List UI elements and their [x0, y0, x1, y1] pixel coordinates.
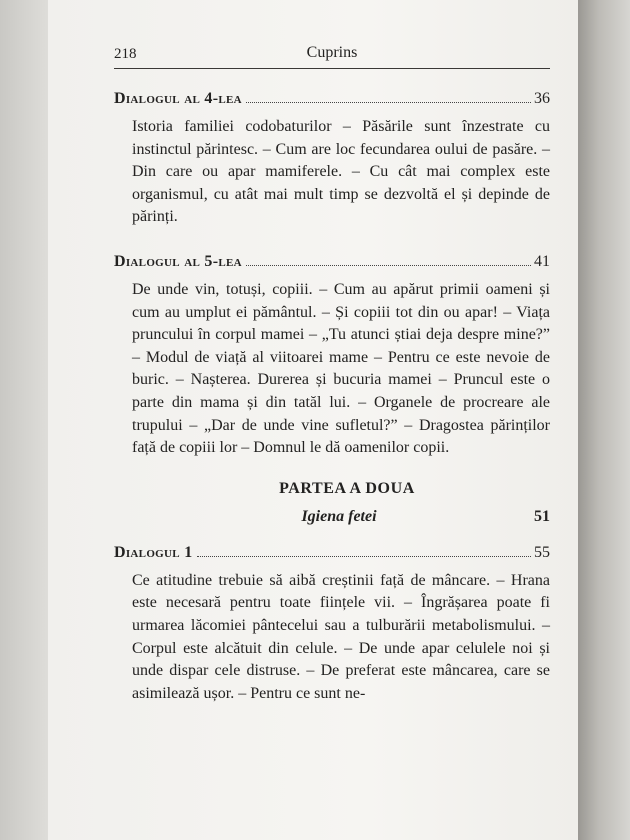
- page-number: 218: [114, 46, 137, 62]
- toc-entry-summary: Ce atitudine trebuie să aibă creștinii față de mâncare. – Hrana este necesară pentru toate ființele vii. – Îngrășarea poate fi urmarea lăcomiei pântecelui sau a tulburării metabolismului. – Corpul este alcătuit din celule. – De unde apar celulele noi și unde dispar cele distruse. – De preferat este mâncarea, care se asimilează ușor. – Pentru ce sunt ne-: [132, 571, 550, 702]
- book-gutter-left: [0, 0, 48, 840]
- part-heading: PARTEA A DOUA: [279, 479, 415, 497]
- dot-leader: [246, 264, 531, 266]
- book-edge-right: [578, 0, 630, 840]
- toc-entry-page: 36: [534, 90, 550, 107]
- toc-entry-dialog-1: [114, 542, 550, 706]
- toc-entry-title: Dialogul al 4-lea: [114, 90, 242, 107]
- running-head: Cuprins: [306, 44, 358, 61]
- toc-entry-line: [114, 251, 550, 273]
- section-title: Igiena fetei: [301, 507, 377, 525]
- toc-entry-dialog-4: [114, 88, 550, 229]
- toc-entry-summary: De unde vin, totuși, copiii. – Cum au apărut primii oameni și cum au umplut ei pământul. – Și copiii tot din ou apar! – Viața pruncului în corpul mamei – „Tu atunci știai deja despre mine?” – Modul de viață al viitoarei mame – Pentru ce este nevoie de buric. – Nașterea. Durerea și bucuria mamei – Pruncul este o parte din mama și din tatăl lui. – Organele de procreare ale trupului – „Dar de unde vine sufletul?” – Dragostea părinților față de copiii lor – Domnul le dă oamenilor copii.: [132, 280, 550, 457]
- toc-entry-line: [114, 542, 550, 564]
- toc-entry-title: Dialogul al 5-lea: [114, 252, 242, 270]
- toc-entry-dialog-5: [114, 251, 550, 460]
- section-heading: [114, 506, 550, 528]
- section-page: 51: [534, 507, 550, 525]
- book-page: [48, 0, 578, 840]
- table-of-contents: [114, 88, 550, 705]
- toc-entry-page: 41: [534, 252, 550, 270]
- toc-entry-summary: Istoria familiei codobaturilor – Păsările sunt înzestrate cu instinctul părintesc. – Cum are loc fecundarea oului de pasăre. – Din care ou apar mamiferele. – Cu cât mai complex este organismul, cu atât mai mult timp se dezvoltă el și depinde de părinți.: [132, 118, 550, 226]
- dot-leader: [197, 555, 531, 557]
- dot-leader: [246, 101, 531, 103]
- toc-entry-line: [114, 88, 550, 110]
- page-header: [114, 42, 550, 69]
- toc-entry-page: 55: [534, 543, 550, 561]
- toc-entry-title: Dialogul 1: [114, 543, 193, 561]
